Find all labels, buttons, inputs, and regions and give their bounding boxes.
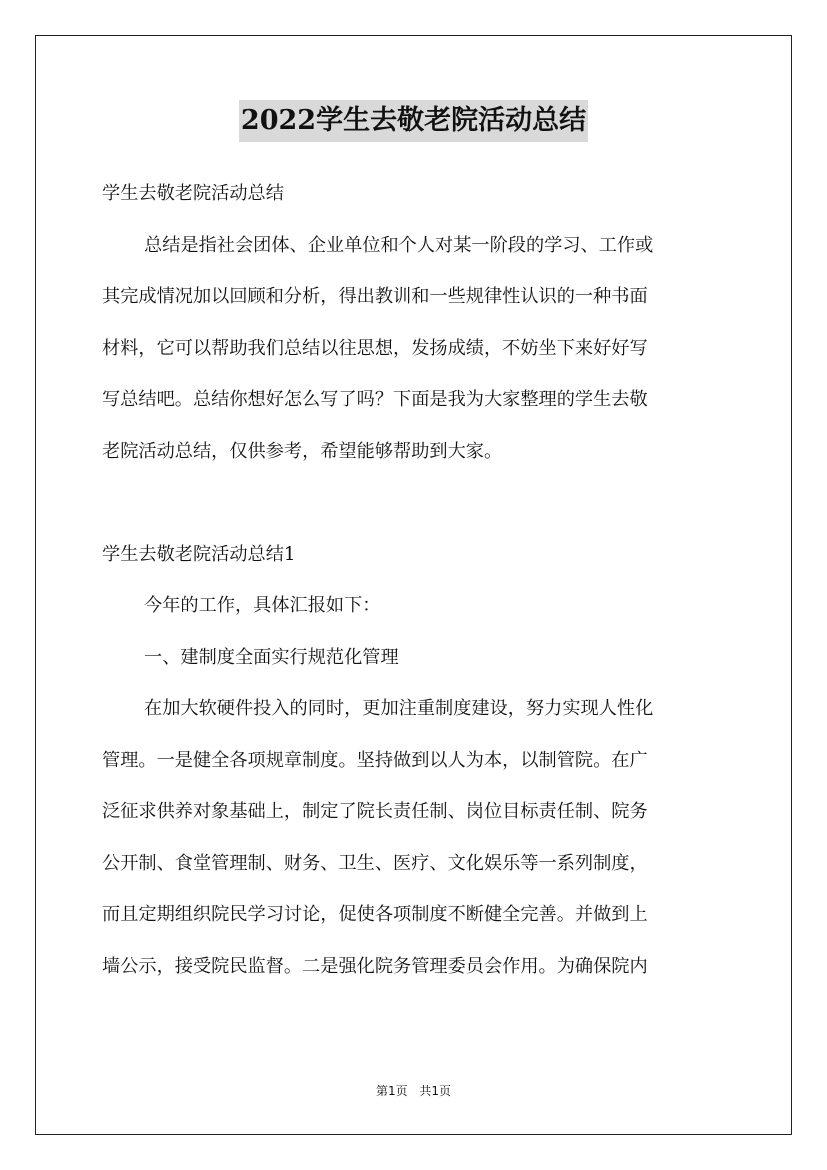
intro-paragraph-line: 材料，它可以帮助我们总结以往思想，发扬成绩，不妨坐下来好好写 [102, 337, 648, 359]
page-number-total: 共1页 [419, 1084, 452, 1098]
body-paragraph-line: 公开制、食堂管理制、财务、卫生、医疗、文化娱乐等一系列制度， [102, 852, 648, 874]
body-paragraph-line: 而且定期组织院民学习讨论，促使各项制度不断健全完善。并做到上 [102, 904, 648, 925]
body-paragraph-line: 在加大软硬件投入的同时，更加注重制度建设，努力实现人性化 [144, 698, 654, 719]
body-paragraph-line: 泛征求供养对象基础上，制定了院长责任制、岗位目标责任制、院务 [102, 801, 648, 822]
body-paragraph-line: 管理。一是健全各项规章制度。坚持做到以人为本，以制管院。在广 [102, 749, 648, 771]
intro-paragraph-line: 总结是指社会团体、企业单位和个人对某一阶段的学习、工作或 [144, 234, 654, 256]
document-body [102, 168, 727, 992]
paragraph-spacer [102, 477, 727, 529]
document-title: 2022学生去敬老院活动总结 [239, 100, 588, 142]
section-heading: 学生去敬老院活动总结1 [102, 543, 296, 565]
section-intro: 今年的工作，具体汇报如下： [144, 595, 381, 616]
intro-paragraph-line: 其完成情况加以回顾和分析，得出教训和一些规律性认识的一种书面 [102, 286, 648, 307]
page-footer [0, 1082, 827, 1099]
intro-paragraph-line: 写总结吧。总结你想好怎么写了吗？下面是我为大家整理的学生去敬 [102, 389, 648, 410]
page-number-current: 第1页 [375, 1084, 408, 1098]
document-subtitle: 学生去敬老院活动总结 [102, 183, 284, 204]
body-paragraph-line: 墙公示，接受院民监督。二是强化院务管理委员会作用。为确保院内 [102, 955, 648, 977]
title-container [0, 100, 827, 142]
intro-paragraph-line: 老院活动总结，仅供参考，希望能够帮助到大家。 [102, 440, 503, 462]
subsection-heading: 一、建制度全面实行规范化管理 [144, 646, 399, 668]
